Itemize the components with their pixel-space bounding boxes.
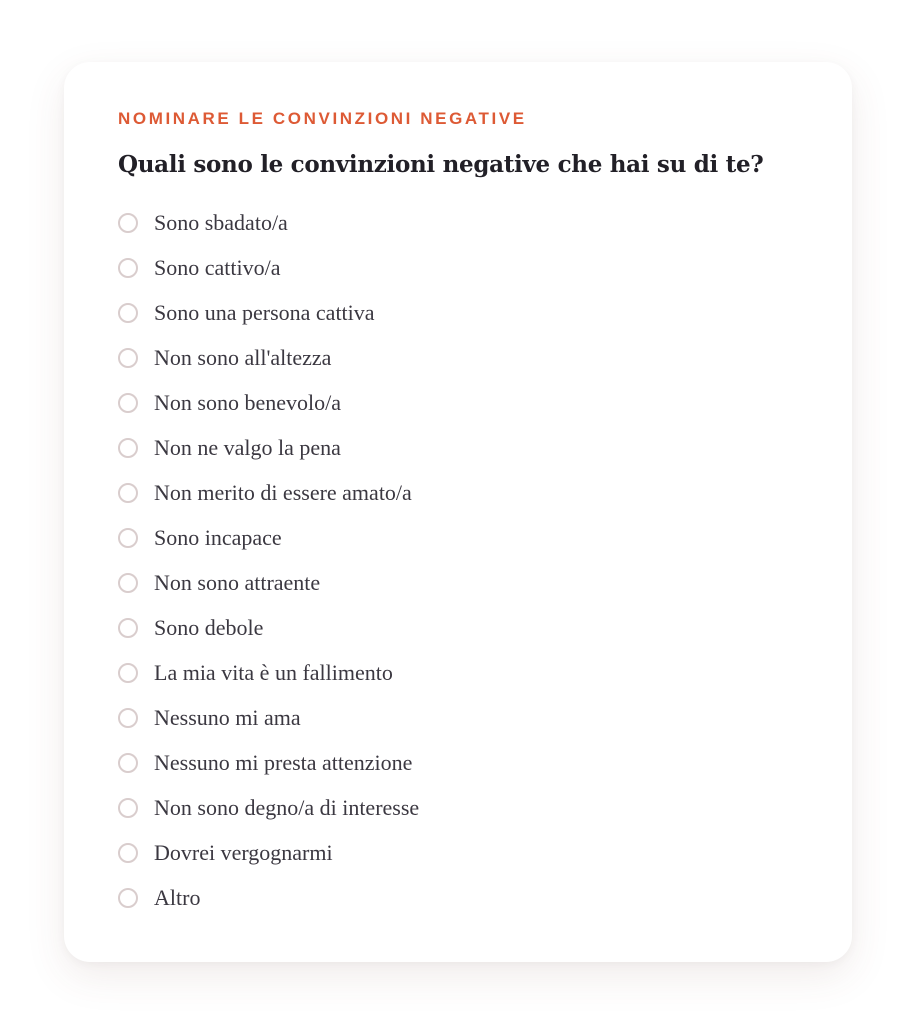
radio-button[interactable] — [118, 528, 138, 548]
option-item[interactable] — [118, 470, 798, 515]
option-label: Non sono degno/a di interesse — [154, 794, 420, 820]
option-label: Sono incapace — [154, 524, 282, 550]
radio-button[interactable] — [118, 348, 138, 368]
option-label: Sono una persona cattiva — [154, 299, 375, 325]
option-item[interactable] — [118, 740, 798, 785]
radio-button[interactable] — [118, 843, 138, 863]
option-item[interactable] — [118, 830, 798, 875]
option-label: Sono sbadato/a — [154, 209, 288, 235]
radio-button[interactable] — [118, 483, 138, 503]
radio-button[interactable] — [118, 258, 138, 278]
option-item[interactable] — [118, 245, 798, 290]
option-item[interactable] — [118, 695, 798, 740]
radio-button[interactable] — [118, 573, 138, 593]
option-item[interactable] — [118, 875, 798, 920]
option-item[interactable] — [118, 560, 798, 605]
radio-button[interactable] — [118, 393, 138, 413]
option-label: Altro — [154, 884, 201, 910]
option-label: Sono cattivo/a — [154, 254, 281, 280]
option-item[interactable] — [118, 380, 798, 425]
option-label: La mia vita è un fallimento — [154, 659, 393, 685]
radio-button[interactable] — [118, 663, 138, 683]
question-title: Quali sono le convinzioni negative che hai su di te? — [118, 151, 764, 178]
radio-button[interactable] — [118, 708, 138, 728]
option-label: Nessuno mi presta attenzione — [154, 749, 413, 775]
option-item[interactable] — [118, 785, 798, 830]
question-card — [64, 62, 852, 962]
option-item[interactable] — [118, 650, 798, 695]
section-eyebrow: NOMINARE LE CONVINZIONI NEGATIVE — [118, 109, 527, 128]
radio-button[interactable] — [118, 618, 138, 638]
option-item[interactable] — [118, 515, 798, 560]
radio-button[interactable] — [118, 213, 138, 233]
option-item[interactable] — [118, 200, 798, 245]
radio-button[interactable] — [118, 303, 138, 323]
option-label: Non ne valgo la pena — [154, 434, 341, 460]
radio-button[interactable] — [118, 753, 138, 773]
option-item[interactable] — [118, 605, 798, 650]
option-item[interactable] — [118, 290, 798, 335]
option-label: Sono debole — [154, 614, 264, 640]
options-list — [118, 200, 798, 920]
radio-button[interactable] — [118, 888, 138, 908]
radio-button[interactable] — [118, 798, 138, 818]
option-label: Non sono all'altezza — [154, 344, 332, 370]
option-label: Non sono attraente — [154, 569, 321, 595]
option-item[interactable] — [118, 425, 798, 470]
option-label: Non merito di essere amato/a — [154, 479, 412, 505]
option-item[interactable] — [118, 335, 798, 380]
option-label: Nessuno mi ama — [154, 704, 301, 730]
option-label: Non sono benevolo/a — [154, 389, 341, 415]
radio-button[interactable] — [118, 438, 138, 458]
option-label: Dovrei vergognarmi — [154, 839, 333, 865]
